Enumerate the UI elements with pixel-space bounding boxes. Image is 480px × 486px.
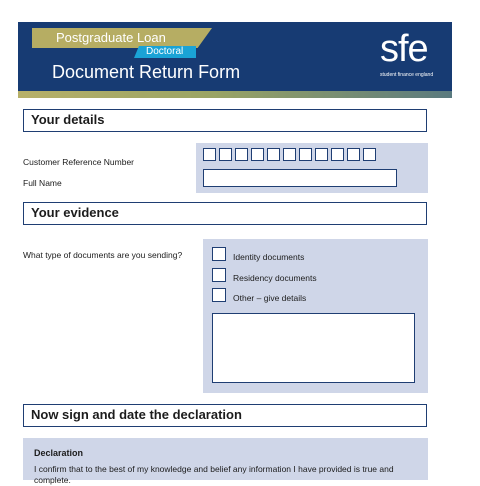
header-banner <box>18 22 452 98</box>
crn-label: Customer Reference Number <box>23 157 135 167</box>
section-heading-declaration: Now sign and date the declaration <box>23 404 427 427</box>
evidence-panel <box>203 239 428 393</box>
checkbox-residency-documents[interactable] <box>212 268 226 282</box>
declaration-title: Declaration <box>34 448 84 458</box>
checkbox-label-identity: Identity documents <box>233 252 305 262</box>
details-panel <box>196 143 428 193</box>
doctoral-tag-label: Doctoral <box>146 46 184 57</box>
crn-char-box[interactable] <box>267 148 280 161</box>
sfe-logo: sfe <box>380 28 428 70</box>
crn-char-box[interactable] <box>315 148 328 161</box>
crn-char-box[interactable] <box>347 148 360 161</box>
crn-char-box[interactable] <box>219 148 232 161</box>
document-type-question: What type of documents are you sending? <box>23 250 183 260</box>
crn-char-box[interactable] <box>203 148 216 161</box>
crn-char-box[interactable] <box>331 148 344 161</box>
crn-char-box[interactable] <box>363 148 376 161</box>
crn-char-box[interactable] <box>283 148 296 161</box>
other-details-textarea[interactable] <box>212 313 415 383</box>
programme-label: Postgraduate Loan <box>56 30 166 45</box>
full-name-label: Full Name <box>23 178 62 188</box>
form-title: Document Return Form <box>52 62 241 82</box>
section-heading-details: Your details <box>23 109 427 132</box>
crn-char-box[interactable] <box>299 148 312 161</box>
full-name-input[interactable] <box>203 169 397 187</box>
banner-stripe <box>18 91 452 98</box>
checkbox-identity-documents[interactable] <box>212 247 226 261</box>
crn-char-box[interactable] <box>251 148 264 161</box>
section-heading-evidence: Your evidence <box>23 202 427 225</box>
checkbox-label-other: Other – give details <box>233 293 307 303</box>
checkbox-other[interactable] <box>212 288 226 302</box>
checkbox-label-residency: Residency documents <box>233 273 317 283</box>
declaration-text: I confirm that to the best of my knowledge and belief any information I have provided is true and complete. <box>34 464 394 485</box>
sfe-logo-subtitle: student finance england <box>380 72 434 78</box>
crn-char-box[interactable] <box>235 148 248 161</box>
